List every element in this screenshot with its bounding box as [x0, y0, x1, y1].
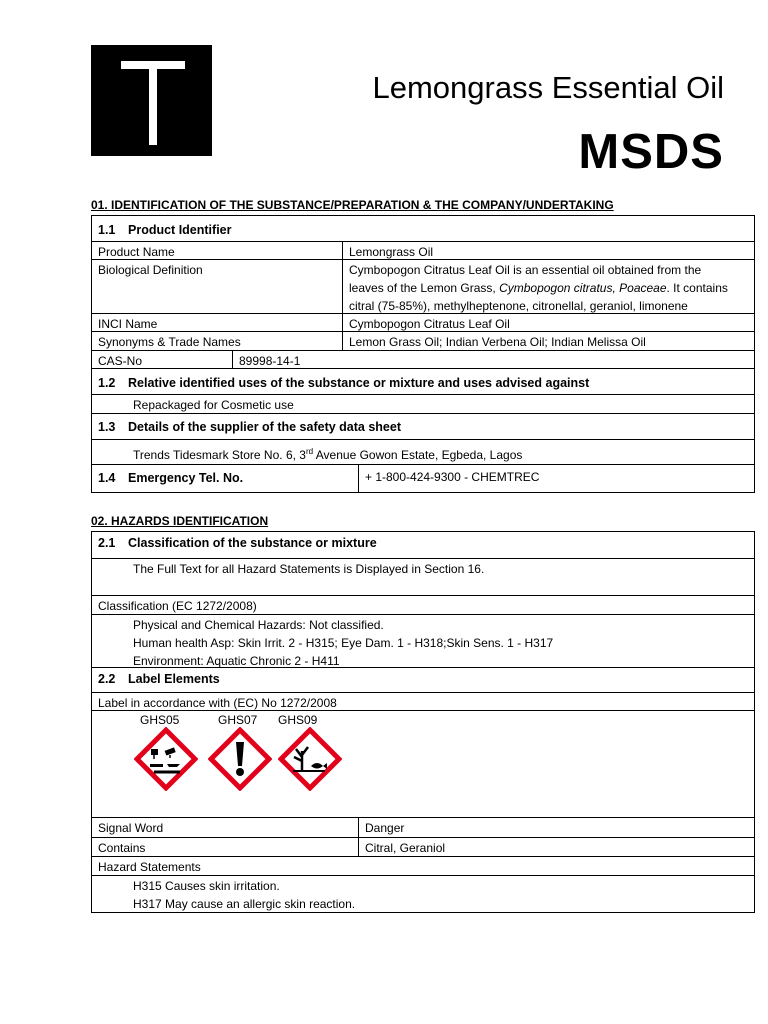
classification-label: Classification (EC 1272/2008)	[98, 599, 257, 613]
contains-value: Citral, Geraniol	[358, 838, 754, 856]
s14-title: Emergency Tel. No.	[128, 471, 244, 485]
classification-details-row	[92, 615, 754, 668]
s12-value-row	[92, 395, 754, 414]
s22-header-row	[92, 668, 754, 693]
hazard-h315: H315 Causes skin irritation.	[133, 879, 280, 893]
pictograms-row	[92, 711, 754, 818]
product-name-row	[92, 242, 754, 260]
s11-header-row	[92, 216, 754, 242]
cas-value: 89998-14-1	[232, 351, 342, 368]
biological-definition-row	[92, 260, 754, 314]
s13-value-row	[92, 440, 754, 465]
synonyms-row	[92, 332, 754, 351]
emergency-phone-value: + 1-800-424-9300 - CHEMTREC	[358, 465, 754, 492]
s14-row	[92, 465, 754, 492]
s13-number: 1.3	[98, 420, 116, 434]
signal-word-value: Danger	[358, 818, 754, 837]
bio-def-latin-name: Cymbopogon citratus, Poaceae	[499, 281, 667, 295]
cas-row	[92, 351, 754, 369]
environment-icon	[278, 727, 342, 791]
document-subtitle: MSDS	[578, 125, 724, 179]
hazard-statements-list	[92, 876, 754, 912]
class-line-physical: Physical and Chemical Hazards: Not classified.	[133, 618, 384, 632]
s13-value-a: Trends Tidesmark Store No. 6, 3	[133, 448, 306, 462]
hazard-statements-list-row	[92, 876, 754, 912]
s21-title: Classification of the substance or mixture	[128, 536, 377, 550]
contains-row	[92, 838, 754, 857]
full-text-note: The Full Text for all Hazard Statements is Displayed in Section 16.	[133, 562, 485, 576]
s12-value: Repackaged for Cosmetic use	[133, 398, 294, 412]
bio-def-line-2c: . It contains	[666, 281, 728, 295]
hazard-statements-label: Hazard Statements	[98, 860, 201, 874]
s14-number: 1.4	[98, 471, 116, 485]
product-name-label: Product Name	[98, 245, 175, 259]
label-accordance: Label in accordance with (EC) No 1272/2008	[98, 696, 337, 710]
s22-title: Label Elements	[128, 672, 220, 686]
s21-header-row	[92, 532, 754, 559]
class-line-health: Human health Asp: Skin Irrit. 2 - H315; Eye Dam. 1 - H318;Skin Sens. 1 - H317	[133, 636, 554, 650]
s13-header-row	[92, 414, 754, 440]
bio-def-line-2a: leaves of the Lemon Grass,	[349, 281, 500, 295]
biological-definition-label: Biological Definition	[98, 263, 203, 277]
classification-details	[92, 615, 754, 667]
s11-number: 1.1	[98, 223, 116, 237]
section-2-table	[91, 531, 755, 913]
s12-number: 1.2	[98, 376, 116, 390]
section-1-table	[91, 215, 755, 493]
corrosion-icon	[134, 727, 198, 791]
hazard-h317: H317 May cause an allergic skin reaction.	[133, 897, 356, 911]
s13-title: Details of the supplier of the safety data sheet	[128, 420, 401, 434]
logo-letter-t-stem	[149, 61, 157, 145]
section-1-heading: 01. IDENTIFICATION OF THE SUBSTANCE/PREPARATION & THE COMPANY/UNDERTAKING	[91, 198, 614, 212]
inci-value: Cymbopogon Citratus Leaf Oil	[342, 314, 754, 331]
bio-def-line-2	[349, 279, 748, 297]
section-2-heading: 02. HAZARDS IDENTIFICATION	[91, 514, 269, 528]
s12-title: Relative identified uses of the substance or mixture and uses advised against	[128, 376, 590, 390]
s21-number: 2.1	[98, 536, 116, 550]
inci-row	[92, 314, 754, 332]
s13-value-sup: rd	[305, 447, 314, 456]
product-name-value: Lemongrass Oil	[342, 242, 754, 259]
s12-header-row	[92, 369, 754, 395]
ghs05-code: GHS05	[140, 713, 180, 727]
bio-def-line-1: Cymbopogon Citratus Leaf Oil is an essential oil obtained from the	[349, 263, 702, 277]
ghs07-code: GHS07	[218, 713, 258, 727]
hazard-statements-row	[92, 857, 754, 876]
s13-value	[92, 440, 754, 464]
signal-word-label: Signal Word	[98, 821, 164, 835]
bio-def-line-3: citral (75-85%), methylheptenone, citronellal, geraniol, limonene	[349, 299, 688, 313]
synonyms-label: Synonyms & Trade Names	[98, 335, 241, 349]
synonyms-value: Lemon Grass Oil; Indian Verbena Oil; Indian Melissa Oil	[342, 332, 754, 350]
full-text-row	[92, 559, 754, 596]
ghs09-code: GHS09	[278, 713, 318, 727]
signal-word-row	[92, 818, 754, 838]
s22-number: 2.2	[98, 672, 116, 686]
contains-label: Contains	[98, 841, 146, 855]
s13-value-b: Avenue Gowon Estate, Egbeda, Lagos	[313, 448, 523, 462]
cas-label: CAS-No	[98, 354, 143, 368]
document-title: Lemongrass Essential Oil	[372, 70, 724, 105]
s11-title: Product Identifier	[128, 223, 232, 237]
inci-label: INCI Name	[98, 317, 158, 331]
exclamation-icon	[208, 727, 272, 791]
label-accordance-row	[92, 693, 754, 711]
class-line-environment: Environment: Aquatic Chronic 2 - H411	[133, 654, 340, 668]
classification-row	[92, 596, 754, 615]
biological-definition-value	[342, 260, 754, 313]
